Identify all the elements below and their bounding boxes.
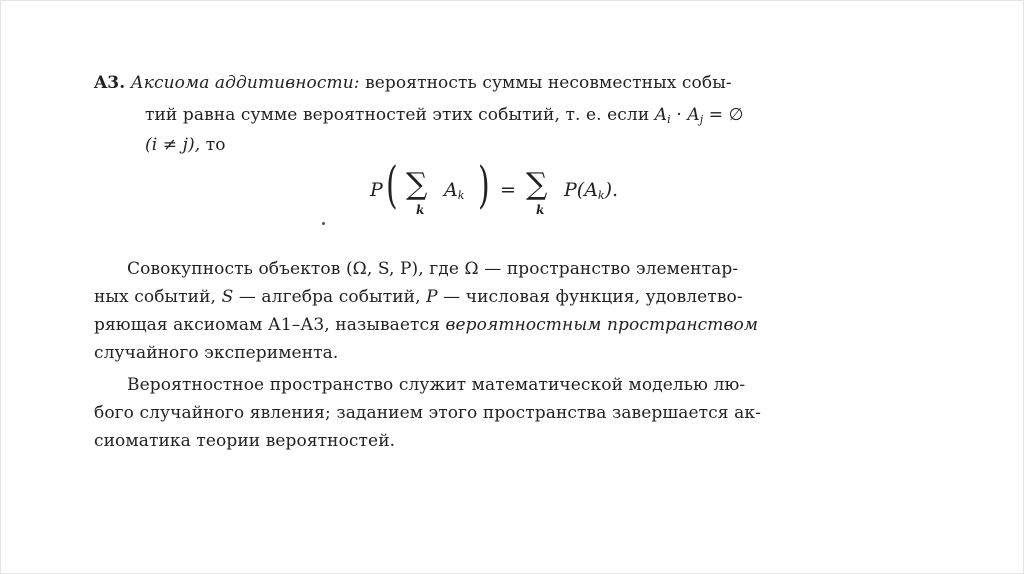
formula-paren-open: ( bbox=[386, 156, 398, 214]
formula-rhs: $P(A_k)$. bbox=[564, 179, 619, 202]
equals-empty-set: = ∅ bbox=[708, 105, 744, 125]
scan-speck bbox=[322, 222, 325, 225]
formula-ak: $A_k$ bbox=[444, 179, 465, 202]
dot-operator: · bbox=[676, 105, 682, 125]
axiom-text-2: тий равна сумме вероятностей этих событий, т. е. если bbox=[145, 105, 650, 125]
formula-equals: = bbox=[500, 179, 516, 201]
para2-line-3: сиоматика теории вероятностей. bbox=[94, 431, 396, 451]
formula-p: P bbox=[370, 179, 383, 201]
sum-index-left: k bbox=[416, 203, 425, 217]
para1-line-3: ряющая аксиомам А1–А3, называется вероятностным пространством bbox=[94, 315, 759, 335]
index-condition: (i ≠ j), bbox=[145, 135, 201, 155]
formula-paren-close: ) bbox=[478, 156, 490, 214]
sum-symbol-right: ∑ bbox=[526, 167, 548, 202]
sum-symbol-left: ∑ bbox=[406, 167, 428, 202]
axiom-line-3 bbox=[145, 134, 226, 156]
para1-line-4: случайного эксперимента. bbox=[94, 343, 339, 363]
axiom-line-1 bbox=[94, 72, 732, 94]
axiom-line-2 bbox=[145, 104, 744, 126]
axiom-then: то bbox=[205, 135, 226, 155]
term-probability-space: вероятностным пространством bbox=[445, 315, 759, 335]
para2-line-2: бого случайного явления; заданием этого пространства завершается ак- bbox=[94, 403, 761, 423]
axiom-label: A3. bbox=[94, 73, 126, 93]
event-ai: $A_i$ bbox=[654, 105, 671, 126]
event-aj: $A_j$ bbox=[687, 105, 704, 126]
axiom-title: Аксиома аддитивности: bbox=[130, 73, 360, 93]
para1-line-1: Совокупность объектов (Ω, S, P), где Ω — пространство элементар- bbox=[127, 259, 739, 279]
para2-line-1: Вероятностное пространство служит математической моделью лю- bbox=[127, 375, 746, 395]
para1-line-2: ных событий, S — алгебра событий, P — числовая функция, удовлетво- bbox=[94, 287, 743, 307]
axiom-text-1: вероятность суммы несовместных собы- bbox=[365, 73, 732, 93]
sum-index-right: k bbox=[536, 203, 545, 217]
